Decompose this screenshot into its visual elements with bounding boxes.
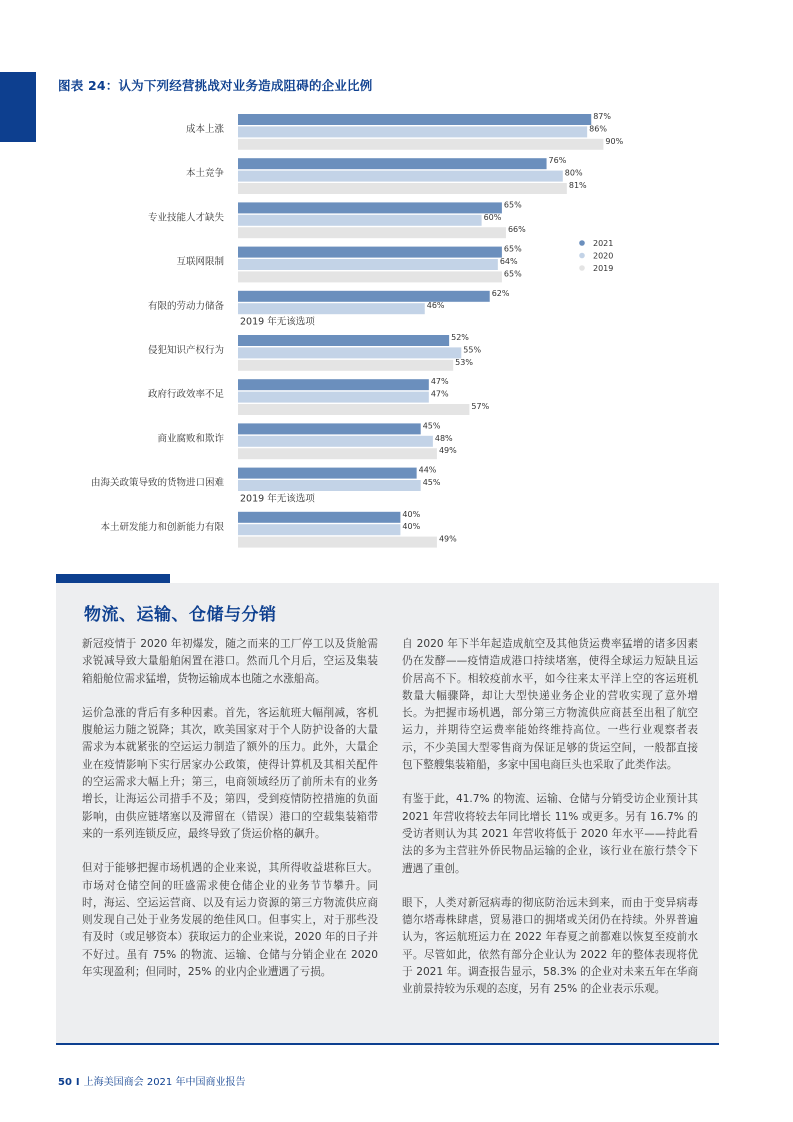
category-label: 本土竞争 <box>185 168 224 180</box>
value-label: 65% <box>503 269 522 279</box>
bar-2021 <box>238 468 417 479</box>
value-label: 46% <box>426 301 445 311</box>
bar-2021 <box>238 379 429 390</box>
bar-2019 <box>238 271 502 282</box>
legend-dot-2019 <box>579 265 585 271</box>
bar-2021 <box>238 247 502 258</box>
bar-2020 <box>238 171 563 182</box>
value-label: 65% <box>503 200 522 210</box>
bar-2019 <box>238 227 506 238</box>
value-label: 76% <box>548 156 567 166</box>
paragraph: 但对于能够把握市场机遇的企业来说，其所得收益堪称巨大。市场对仓储空间的旺盛需求使仓储企业的业务节节攀升。同时，海运、空运运营商、以及有运力资源的第三方物流供应商则发现自己处于业务发展的绝佳风口。但事实上，对于那些没有及时（或足够资本）获取运力的企业来说，2020 年的日子并不好过。虽有 75% 的物流、运输、仓储与分销企业在 2020 年实现盈利；但同时，25% 的业内企业遭遇了亏损。 <box>82 862 378 979</box>
value-label: 40% <box>402 522 421 532</box>
bar-2019 <box>238 537 437 548</box>
bar-2020 <box>238 347 461 358</box>
bar-2020 <box>238 392 429 403</box>
value-label: 86% <box>589 124 607 134</box>
bar-2019 <box>238 139 603 150</box>
bar-2020 <box>238 524 400 535</box>
value-label: 60% <box>483 212 502 222</box>
bar-2020 <box>238 215 482 226</box>
left-column <box>82 636 378 998</box>
page-footer <box>58 1073 245 1088</box>
value-label: 45% <box>422 421 441 431</box>
page-number: 50 <box>58 1077 72 1088</box>
bar-2020 <box>238 126 587 137</box>
missing-option-note: 2019 年无该选项 <box>240 316 315 328</box>
bar-2021 <box>238 335 449 346</box>
bar-2020 <box>238 480 421 491</box>
category-label: 政府行政效率不足 <box>147 389 224 401</box>
bar-2021 <box>238 512 400 523</box>
paragraph: 眼下，人类对新冠病毒的彻底防治远未到来，而由于变异病毒德尔塔毒株肆虐，贸易港口的拥堵或关闭仍在持续。外界普遍认为，客运航班运力在 2022 年春夏之前都难以恢复至疫前水平。尽管如此，依然有部分企业认为 2022 年的整体表现将优于 2021 年。调查报告显示，58.3% 的企业对未来五年在华商业前景持较为乐观的态度，另有 25% 的企业表示乐观。 <box>402 896 698 996</box>
bar-2021 <box>238 158 547 169</box>
value-label: 47% <box>430 377 449 387</box>
legend-dot-2021 <box>579 240 585 246</box>
paragraph: 运价急涨的背后有多种因素。首先，客运航班大幅削减，客机腹舱运力随之锐降；其次，欧美国家对于个人防护设备的大量需求为本就紧张的空运运力制造了额外的压力。此外，大量企业在疫情影响下实行居家办公政策，使得计算机及其相关配件的空运需求大幅上升；第三，电商领域经历了前所未有的业务增长，让海运公司措手不及；第四，受到疫情防控措施的负面影响，由供应链堵塞以及滞留在（错误）港口的空载集装箱带来的一系列连锁反应，最终导致了货运价格的飙升。 <box>82 706 378 840</box>
bar-2019 <box>238 404 469 415</box>
bar-chart <box>0 100 793 560</box>
value-label: 44% <box>418 465 437 475</box>
category-label: 侵犯知识产权行为 <box>147 345 224 356</box>
section-accent-bar <box>56 574 170 583</box>
value-label: 57% <box>471 402 490 411</box>
paragraph: 新冠疫情于 2020 年初爆发，随之而来的工厂停工以及货舱需求锐减导致大量船舶闲置在港口。然而几个月后，空运及集装箱船舱位需求猛增，货物运输成本也随之水涨船高。 <box>82 638 378 685</box>
legend-label: 2019 <box>593 264 614 273</box>
chart-title: 图表 24：认为下列经营挑战对业务造成阻碍的企业比例 <box>58 78 373 93</box>
bar-2021 <box>238 202 502 213</box>
section-heading: 物流、运输、仓储与分销 <box>84 605 277 625</box>
value-label: 90% <box>605 136 624 146</box>
value-label: 47% <box>430 389 449 399</box>
value-label: 48% <box>434 433 453 443</box>
bar-2021 <box>238 291 490 302</box>
category-label: 专业技能人才缺失 <box>147 212 224 224</box>
legend-label: 2020 <box>593 251 614 261</box>
right-column <box>402 636 698 1016</box>
value-label: 49% <box>438 534 457 544</box>
category-label: 由海关政策导致的货物进口困难 <box>90 477 224 489</box>
value-label: 81% <box>568 181 587 190</box>
category-label: 本土研发能力和创新能力有限 <box>100 521 224 533</box>
value-label: 62% <box>491 288 510 298</box>
category-label: 有限的劳动力储备 <box>147 300 224 312</box>
bar-2020 <box>238 303 425 314</box>
bar-2021 <box>238 423 421 434</box>
value-label: 65% <box>503 244 522 254</box>
value-label: 49% <box>438 446 457 456</box>
legend-label: 2021 <box>593 239 614 248</box>
paragraph: 有鉴于此，41.7% 的物流、运输、仓储与分销受访企业预计其 2021 年营收将较去年同比增长 11% 或更多。另有 16.7% 的受访者则认为其 2021 年营收将低于 2020 年水平——持此看法的多为主营驻外侨民物品运输的企业，该行业在旅行禁令下遭遇了重创。 <box>402 793 698 875</box>
value-label: 64% <box>499 257 518 266</box>
bar-2019 <box>238 183 567 194</box>
value-label: 45% <box>422 478 441 487</box>
value-label: 66% <box>507 225 526 235</box>
value-label: 80% <box>564 168 583 178</box>
bar-2019 <box>238 448 437 459</box>
legend-dot-2020 <box>579 253 585 259</box>
bar-2020 <box>238 436 433 447</box>
category-label: 商业腐败和欺诈 <box>157 433 224 445</box>
publication-title: 上海美国商会 2021 年中国商业报告 <box>83 1077 246 1088</box>
value-label: 52% <box>451 333 469 342</box>
paragraph: 自 2020 年下半年起造成航空及其他货运费率猛增的诸多因素仍在发酵——疫情造成港口持续堵塞，使得全球运力短缺且运价居高不下。相较疫前水平，如今往来太平洋上空的客运班机数量大幅骤降，却让大型快递业务企业的营收实现了意外增长。为把握市场机遇，部分第三方物流供应商甚至出租了航空运力，并期待空运费率能始终维持高位。一些行业观察者表示，不少美国大型零售商为保证足够的货运空间，一般都直接包下整艘集装箱船，多家中国电商巨头也采取了此类作法。 <box>402 638 698 772</box>
value-label: 55% <box>463 345 482 355</box>
value-label: 40% <box>402 509 421 519</box>
category-label: 互联网限制 <box>176 256 224 268</box>
value-label: 87% <box>593 112 612 121</box>
bar-2019 <box>238 360 453 371</box>
category-label: 成本上涨 <box>185 124 224 135</box>
bar-2020 <box>238 259 498 270</box>
footer-separator: I <box>75 1077 80 1088</box>
bar-2021 <box>238 114 591 125</box>
missing-option-note: 2019 年无该选项 <box>240 493 315 505</box>
value-label: 53% <box>455 357 473 367</box>
